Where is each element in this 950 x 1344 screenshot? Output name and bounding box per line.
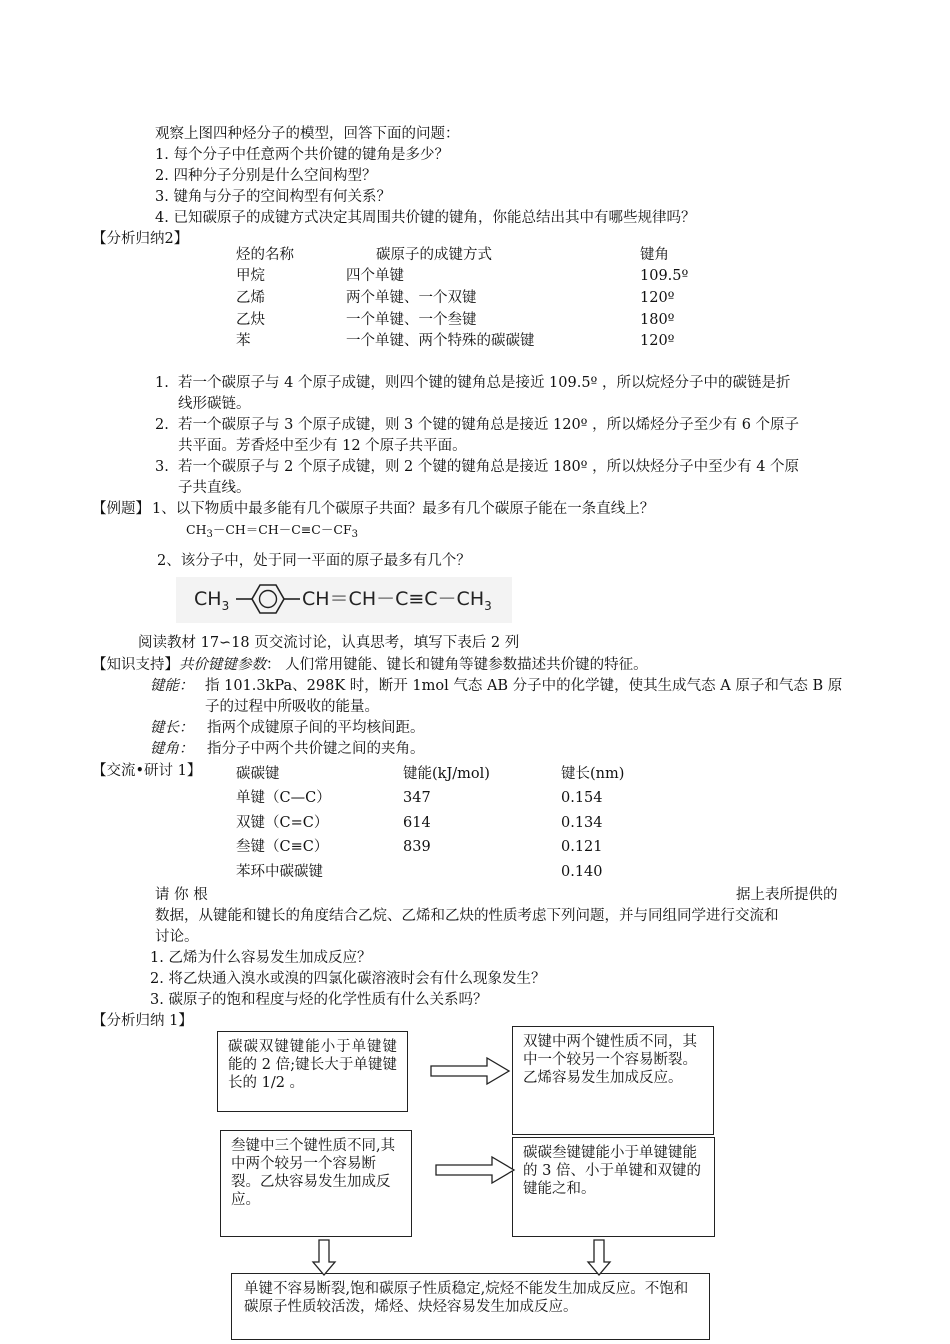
rule-text: 若一个碳原子与 3 个原子成键，则 3 个键的键角总是接近 120º ，所以烯烃分子至少有 6 个原子 — [178, 417, 800, 433]
table-cell: 双键（C=C） — [236, 815, 329, 831]
knowledge-topic: 共价键键参数 — [179, 657, 266, 673]
discussion-question-1: 1. 乙烯为什么容易发生加成反应？ — [150, 950, 372, 966]
side-chain-label: $CH=CH-C\equiv C-CH_3$ — [302, 588, 492, 613]
def-bond-energy: 子的过程中所吸收的能量。 — [205, 699, 379, 715]
table-cell: 甲烷 — [236, 268, 265, 284]
example-formula: $CH_3-CH=CH-C\equiv C-CF_3$ — [186, 522, 358, 540]
def-bond-energy: 指 101.3kPa、298K 时，断开 1mol 气态 AB 分子中的化学键，使其生成气态 A 原子和气态 B 原 — [205, 678, 843, 694]
intro-lead: 观察上图四种烃分子的模型，回答下面的问题： — [155, 126, 460, 142]
intro-question-4: 4. 已知碳原子的成键方式决定其周围共价键的键角，你能总结出其中有哪些规律吗？ — [155, 210, 696, 226]
knowledge-label: 【知识支持】 — [92, 657, 179, 673]
rule-text: 若一个碳原子与 4 个原子成键，则四个键的键角总是接近 109.5º ，所以烷烃分子中的碳链是折 — [178, 375, 791, 391]
table-header: 碳碳键 — [236, 766, 280, 782]
flow-box-double-bond-conclusion: 双键中两个键性质不同，其中一个较另一个容易断裂。乙烯容易发生加成反应。 — [512, 1026, 714, 1135]
table-cell: 乙炔 — [236, 312, 265, 328]
rule-text: 若一个碳原子与 2 个原子成键，则 2 个键的键角总是接近 180º ，所以炔烃分子中至少有 4 个原 — [178, 459, 800, 475]
table-cell: 0.154 — [561, 790, 603, 806]
knowledge-intro: 人们常用键能、键长和键角等键参数描述共价键的特征。 — [285, 657, 648, 673]
intro-question-2: 2. 四种分子分别是什么空间构型？ — [155, 168, 377, 184]
discussion-text: 请 你 根 — [155, 887, 208, 903]
flow-box-double-bond-energy: 碳碳双键键能小于单键键能的 2 倍;键长大于单键键长的 1/2 。 — [217, 1031, 408, 1112]
down-arrow-icon — [313, 1240, 335, 1275]
benzene-ring-icon — [252, 585, 284, 613]
term-bond-energy: 键能： — [150, 678, 194, 694]
knowledge-line: 【知识支持】共价键键参数： 人们常用键能、键长和键角等键参数描述共价键的特征。 — [92, 657, 648, 673]
table-cell: 120º — [640, 290, 675, 306]
analysis1-heading: 【分析归纳 1】 — [92, 1013, 193, 1029]
table-cell: 苯环中碳碳键 — [236, 864, 323, 880]
reading-instruction: 阅读教材 17∽18 页交流讨论，认真思考，填写下表后 2 列 — [138, 635, 520, 651]
discussion-question-3: 3. 碳原子的饱和程度与烃的化学性质有什么关系吗？ — [150, 992, 488, 1008]
table-header: 键角 — [640, 247, 669, 263]
ch3-left-label: $CH_3$ — [194, 588, 230, 613]
right-arrow-icon — [436, 1157, 514, 1183]
table-header: 烃的名称 — [236, 247, 294, 263]
discussion-text: 据上表所提供的 — [736, 887, 838, 903]
discussion-text: 数据，从键能和键长的角度结合乙烷、乙烯和乙炔的性质考虑下列问题，并与同组同学进行交流和 — [155, 908, 779, 924]
rule-number: 1. — [155, 375, 169, 391]
table-cell: 两个单键、一个双键 — [346, 290, 477, 306]
rule-text: 共平面。芳香烃中至少有 12 个原子共平面。 — [178, 438, 467, 454]
rule-number: 2. — [155, 417, 169, 433]
flow-box-triple-bond-energy: 碳碳叁键键能小于单键键能的 3 倍、小于单键和双键的键能之和。 — [512, 1137, 715, 1237]
example-question-2: 2、该分子中，处于同一平面的原子最多有几个？ — [157, 553, 471, 569]
table-header: 键长(nm) — [561, 766, 625, 782]
table-cell: 614 — [403, 815, 431, 831]
term-bond-length: 键长： — [150, 720, 194, 736]
table-cell: 180º — [640, 312, 675, 328]
table-cell: 一个单键、两个特殊的碳碳键 — [346, 333, 535, 349]
table-cell: 单键（C—C） — [236, 790, 331, 806]
def-bond-angle: 指分子中两个共价键之间的夹角。 — [207, 741, 425, 757]
table-cell: 0.134 — [561, 815, 603, 831]
flow-box-triple-bond-conclusion: 叁键中三个键性质不同,其中两个较另一个容易断裂。乙炔容易发生加成反应。 — [220, 1130, 412, 1237]
table-cell: 109.5º — [640, 268, 689, 284]
intro-question-3: 3. 键角与分子的空间构型有何关系？ — [155, 189, 391, 205]
discussion-text: 讨论。 — [155, 929, 199, 945]
example-question-1: 1、以下物质中最多能有几个碳原子共面？最多有几个碳原子能在一条直线上？ — [152, 501, 655, 517]
table-cell: 0.140 — [561, 864, 603, 880]
down-arrow-icon — [588, 1240, 610, 1275]
flow-box-saturation-conclusion: 单键不容易断裂,饱和碳原子性质稳定,烷烃不能发生加成反应。不饱和碳原子性质较活泼，烯烃、炔烃容易发生加成反应。 — [231, 1273, 710, 1340]
rule-text: 子共直线。 — [178, 480, 251, 496]
table-cell: 347 — [403, 790, 431, 806]
example-label: 【例题】 — [92, 501, 150, 517]
table-cell: 乙烯 — [236, 290, 265, 306]
table-cell: 0.121 — [561, 839, 603, 855]
structural-formula-image — [176, 577, 512, 623]
def-bond-length: 指两个成键原子间的平均核间距。 — [207, 720, 425, 736]
table-cell: 839 — [403, 839, 431, 855]
term-bond-angle: 键角： — [150, 741, 194, 757]
rule-number: 3. — [155, 459, 169, 475]
intro-question-1: 1. 每个分子中任意两个共价键的键角是多少？ — [155, 147, 449, 163]
table-cell: 苯 — [236, 333, 251, 349]
table-cell: 四个单键 — [346, 268, 404, 284]
table-cell: 一个单键、一个叁键 — [346, 312, 477, 328]
table-header: 键能(kJ/mol) — [403, 766, 490, 782]
table-header: 碳原子的成键方式 — [376, 247, 492, 263]
rule-text: 线形碳链。 — [178, 396, 251, 412]
aromatic-circle-icon — [260, 591, 277, 608]
discussion-question-2: 2. 将乙炔通入溴水或溴的四氯化碳溶液时会有什么现象发生？ — [150, 971, 546, 987]
analysis2-heading: 【分析归纳2】 — [92, 231, 189, 247]
table-cell: 叁键（C≡C） — [236, 839, 329, 855]
right-arrow-icon — [431, 1058, 509, 1084]
table-cell: 120º — [640, 333, 675, 349]
discussion-heading: 【交流•研讨 1】 — [92, 763, 202, 779]
